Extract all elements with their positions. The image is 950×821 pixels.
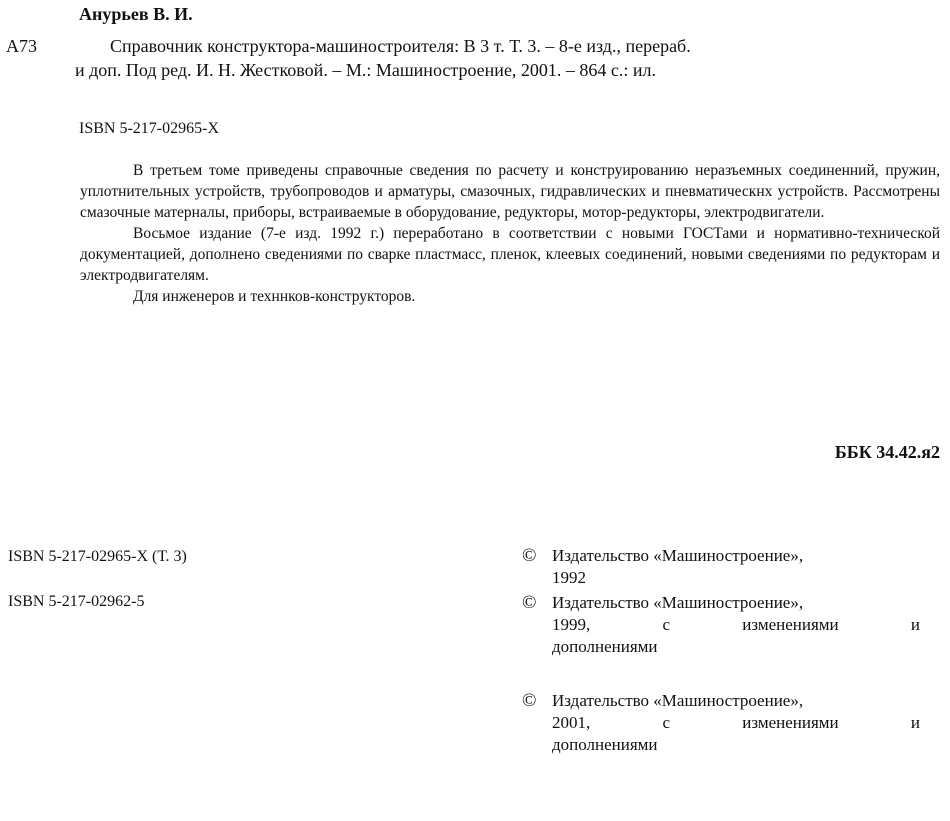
abstract-paragraph-1: В третьем томе приведены справочные сведения по расчету и конструированию неразъемных соединенний, пружин, уплотнительных устройств, трубопроводов и арматуры, смазочных, гидравлических и пневматическнх устройств. Рассмотрены смазочные матерналы, приборы, встраиваемые в оборудование, редукторы, мотор-редукторы, электродвигатели. (80, 162, 940, 221)
copyright-entry-1992 (522, 545, 920, 589)
copyright-line: Издательство «Машиностроение», (552, 691, 804, 710)
abstract-paragraph-2: Восьмое издание (7-е изд. 1992 г.) переработано в соответствии с новыми ГОСТами и нормативно-технической документацией, дополнено сведениями по сварке пластмасс, пленок, клеевых соединений, новыми сведениями по редукторам и электродвигателям. (80, 225, 940, 284)
title-line-2: и доп. Под ред. И. Н. Жестковой. – М.: Машиностроение, 2001. – 864 с.: ил. (75, 60, 657, 80)
bbk-code: ББК 34.42.я2 (834, 442, 940, 462)
copyright-note: дополнениями (552, 637, 658, 656)
copyright-note: дополнениями (552, 735, 658, 754)
copyright-entry-1999 (522, 592, 920, 658)
isbn-main: ISBN 5-217-02965-X (79, 120, 219, 137)
index-code: А73 (6, 36, 37, 56)
copyright-year-note: 1999, с изменениями и (552, 615, 920, 634)
copyright-line: Издательство «Машиностроение», (552, 546, 804, 565)
copyright-entry-2001 (522, 690, 920, 756)
isbn-set: ISBN 5-217-02962-5 (8, 593, 145, 610)
copyright-icon: © (522, 690, 537, 711)
copyright-line: Издательство «Машиностроение», (552, 593, 804, 612)
author-name: Анурьев В. И. (79, 4, 193, 24)
abstract (80, 160, 940, 307)
isbn-volume: ISBN 5-217-02965-X (Т. 3) (8, 548, 187, 565)
copyright-year: 1992 (552, 568, 586, 587)
copyright-year-note: 2001, с изменениями и (552, 713, 920, 732)
copyright-icon: © (522, 545, 537, 566)
title-line-1: Справочник конструктора-машиностроителя: В 3 т. Т. 3. – 8-е изд., перераб. (110, 36, 691, 56)
copyright-icon: © (522, 592, 537, 613)
abstract-paragraph-3: Для инженеров и техннков-конструкторов. (133, 288, 416, 305)
